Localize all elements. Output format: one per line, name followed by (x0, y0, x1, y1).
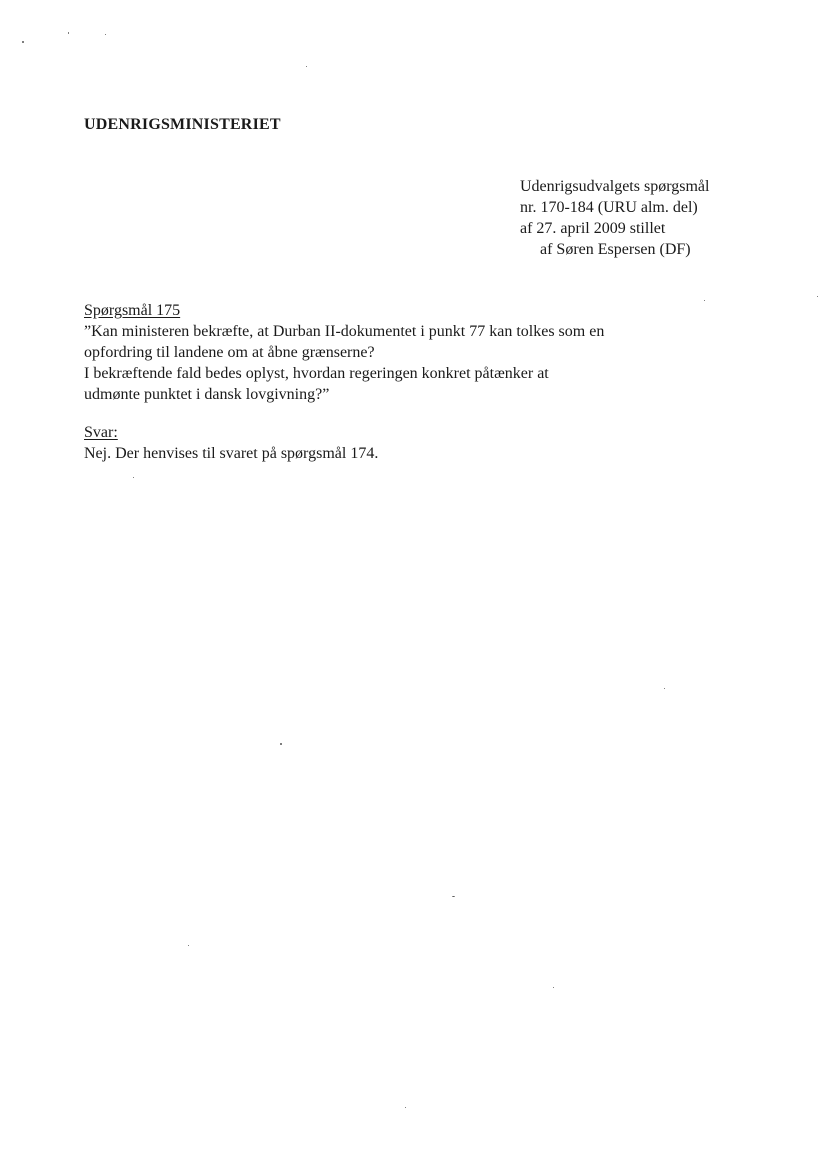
scan-speck (280, 743, 282, 745)
scan-speck (188, 945, 189, 946)
answer-section (84, 422, 724, 464)
reference-line-3: af 27. april 2009 stillet (520, 220, 666, 237)
answer-text: Nej. Der henvises til svaret på spørgsmål 174. (84, 445, 379, 462)
reference-line-2: nr. 170-184 (URU alm. del) (520, 199, 698, 216)
scan-speck (817, 296, 818, 297)
question-line-3: I bekræftende fald bedes oplyst, hvordan regeringen konkret påtænker at (84, 365, 549, 382)
question-label: Spørgsmål 175 (84, 302, 181, 319)
reference-line-1: Udenrigsudvalgets spørgsmål (520, 178, 710, 195)
question-line-1: ”Kan ministeren bekræfte, at Durban II-dokumentet i punkt 77 kan tolkes som en (84, 323, 605, 340)
scan-speck (22, 41, 24, 43)
question-line-2: opfordring til landene om at åbne grænserne? (84, 344, 375, 361)
reference-block (520, 176, 760, 260)
answer-label: Svar: (84, 424, 118, 441)
question-section (84, 300, 724, 405)
scan-speck (704, 300, 705, 301)
scan-speck (405, 1107, 406, 1108)
scan-speck (664, 688, 665, 689)
scan-speck (133, 477, 134, 478)
reference-line-4: af Søren Espersen (DF) (540, 241, 691, 258)
question-line-4: udmønte punktet i dansk lovgivning?” (84, 386, 330, 403)
scan-speck (553, 987, 554, 988)
scan-speck (68, 32, 69, 34)
ministry-name: UDENRIGSMINISTERIET (84, 116, 281, 133)
scan-speck (452, 896, 455, 897)
scan-speck (306, 66, 307, 67)
scan-speck (105, 34, 106, 35)
